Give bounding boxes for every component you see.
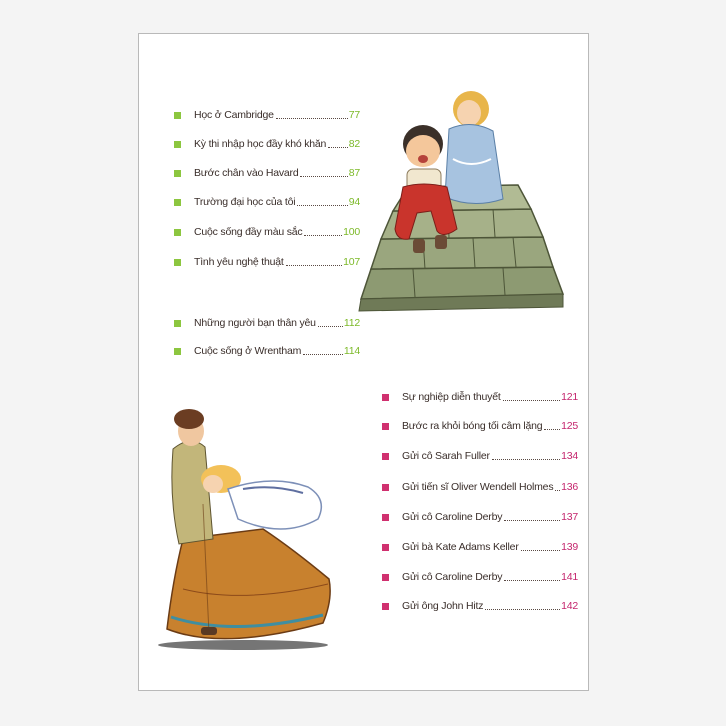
toc-entry [382, 571, 578, 583]
toc-entry-title: Những người bạn thân yêu [194, 317, 316, 329]
toc-entry-page: 141 [561, 571, 578, 583]
toc-entry-page: 139 [561, 541, 578, 553]
toc-entry [174, 138, 360, 150]
toc-entry-page: 77 [348, 109, 360, 121]
pink-bullet-icon [382, 423, 389, 430]
toc-entry-title: Bước ra khỏi bóng tối câm lặng [402, 420, 543, 432]
toc-entry-title: Kỳ thi nhập học đầy khó khăn [194, 138, 327, 150]
toc-entry-page: 137 [561, 511, 578, 523]
toc-entry-title: Trường đại học của tôi [194, 196, 296, 208]
toc-entry-page: 121 [561, 391, 578, 403]
pink-bullet-icon [382, 514, 389, 521]
pink-bullet-icon [382, 484, 389, 491]
green-bullet-icon [174, 320, 181, 327]
toc-entry-title: Gửi cô Sarah Fuller [402, 450, 490, 462]
green-bullet-icon [174, 141, 181, 148]
toc-entry-page: 134 [561, 450, 578, 462]
green-bullet-icon [174, 259, 181, 266]
toc-entry-page: 136 [561, 481, 578, 493]
toc-entry-page: 100 [343, 226, 360, 238]
green-bullet-icon [174, 348, 181, 355]
toc-entry-title: Cuộc sống ở Wrentham [194, 345, 302, 357]
toc-entry [174, 109, 360, 121]
toc-entry-page: 87 [348, 167, 360, 179]
pink-bullet-icon [382, 544, 389, 551]
toc-entry [382, 420, 578, 432]
toc-entry-page: 142 [561, 600, 578, 612]
children-on-steps-illustration [353, 89, 567, 314]
pink-bullet-icon [382, 394, 389, 401]
leader-dots [485, 608, 560, 610]
leader-dots [503, 399, 561, 401]
leader-dots [300, 175, 347, 177]
toc-entry [382, 391, 578, 403]
green-bullet-icon [174, 170, 181, 177]
leader-dots [504, 519, 560, 521]
green-bullet-icon [174, 229, 181, 236]
toc-entry-title: Gửi ông John Hitz [402, 600, 484, 612]
green-bullet-icon [174, 112, 181, 119]
toc-entry [174, 345, 360, 357]
toc-entry-title: Sự nghiệp diễn thuyết [402, 391, 501, 403]
toc-entry-page: 125 [561, 420, 578, 432]
leader-dots [297, 204, 347, 206]
leader-dots [303, 353, 343, 355]
leader-dots [504, 579, 560, 581]
leader-dots [555, 489, 560, 491]
leader-dots [318, 325, 343, 327]
pink-bullet-icon [382, 603, 389, 610]
toc-entry [174, 317, 360, 329]
leader-dots [544, 428, 560, 430]
woman-carrying-girl-illustration [143, 389, 343, 654]
leader-dots [286, 264, 342, 266]
toc-entry [174, 167, 360, 179]
toc-entry [382, 600, 578, 612]
toc-entry-title: Gửi bà Kate Adams Keller [402, 541, 519, 553]
leader-dots [304, 234, 342, 236]
toc-entry [174, 196, 360, 208]
leader-dots [492, 458, 560, 460]
toc-entry [382, 511, 578, 523]
toc-entry-title: Gửi tiến sĩ Oliver Wendell Holmes [402, 481, 554, 493]
toc-entry [382, 450, 578, 462]
toc-entry [174, 256, 360, 268]
toc-entry [174, 226, 360, 238]
toc-entry-title: Gửi cô Caroline Derby [402, 571, 503, 583]
toc-entry-title: Cuộc sống đầy màu sắc [194, 226, 303, 238]
toc-entry-page: 94 [348, 196, 360, 208]
toc-entry [382, 541, 578, 553]
toc-entry-page: 107 [343, 256, 360, 268]
toc-entry-title: Bước chân vào Havard [194, 167, 299, 179]
pink-bullet-icon [382, 574, 389, 581]
toc-entry-title: Gửi cô Caroline Derby [402, 511, 503, 523]
toc-entry-page: 114 [343, 345, 360, 357]
toc-entry-title: Học ở Cambridge [194, 109, 274, 121]
leader-dots [328, 146, 348, 148]
toc-entry-title: Tình yêu nghệ thuật [194, 256, 284, 268]
leader-dots [521, 549, 560, 551]
toc-entry-page: 112 [343, 317, 360, 329]
book-page [138, 33, 589, 691]
leader-dots [276, 117, 348, 119]
pink-bullet-icon [382, 453, 389, 460]
toc-entry [382, 481, 578, 493]
green-bullet-icon [174, 199, 181, 206]
toc-entry-page: 82 [348, 138, 360, 150]
